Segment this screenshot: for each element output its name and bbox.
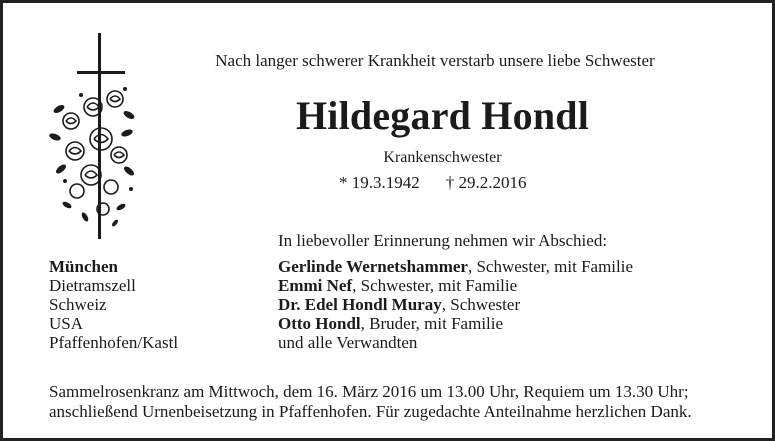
mourner-item — [278, 276, 633, 295]
mourner-name: Dr. Edel Hondl Muray — [278, 295, 442, 314]
deceased-name: Hildegard Hondl — [295, 93, 590, 138]
mourner-name: Gerlinde Wernetshammer — [278, 257, 468, 276]
mourner-relation: , Bruder, mit Familie — [360, 314, 504, 333]
mourner-item — [278, 257, 633, 276]
life-dates — [339, 173, 527, 193]
mourner-relation: , Schwester — [441, 295, 521, 314]
farewell-line: In liebevoller Erinnerung nehmen wir Abschied: — [278, 231, 608, 250]
mourner-name: Otto Hondl — [278, 314, 361, 333]
mourner-item — [278, 314, 633, 333]
service-line-1: Sammelrosenkranz am Mittwoch, dem 16. März 2016 um 13.00 Uhr, Requiem um 13.30 Uhr; — [49, 382, 689, 401]
place-item: Schweiz — [49, 295, 107, 314]
relatives-line: und alle Verwandten — [278, 333, 418, 352]
service-details — [49, 382, 692, 422]
intro-line: Nach langer schwerer Krankheit verstarb unsere liebe Schwester — [215, 51, 655, 70]
service-line-2: anschließend Urnenbeisetzung in Pfaffenhofen. Für zugedachte Anteilnahme herzlichen Dank. — [49, 402, 692, 421]
places-list — [49, 257, 178, 352]
birth-date: * 19.3.1942 — [339, 173, 420, 192]
place-item: München — [49, 257, 118, 276]
mourner-item — [278, 295, 633, 314]
place-item: Dietramszell — [49, 276, 136, 295]
mourner-relation: , Schwester, mit Familie — [352, 276, 518, 295]
profession: Krankenschwester — [383, 149, 502, 166]
mourner-name: Emmi Nef — [278, 276, 353, 295]
place-item: USA — [49, 314, 84, 333]
mourners-list — [278, 257, 633, 352]
death-date: † 29.2.2016 — [445, 173, 527, 192]
place-item: Pfaffenhofen/Kastl — [49, 333, 179, 352]
mourner-relation: , Schwester, mit Familie — [467, 257, 634, 276]
